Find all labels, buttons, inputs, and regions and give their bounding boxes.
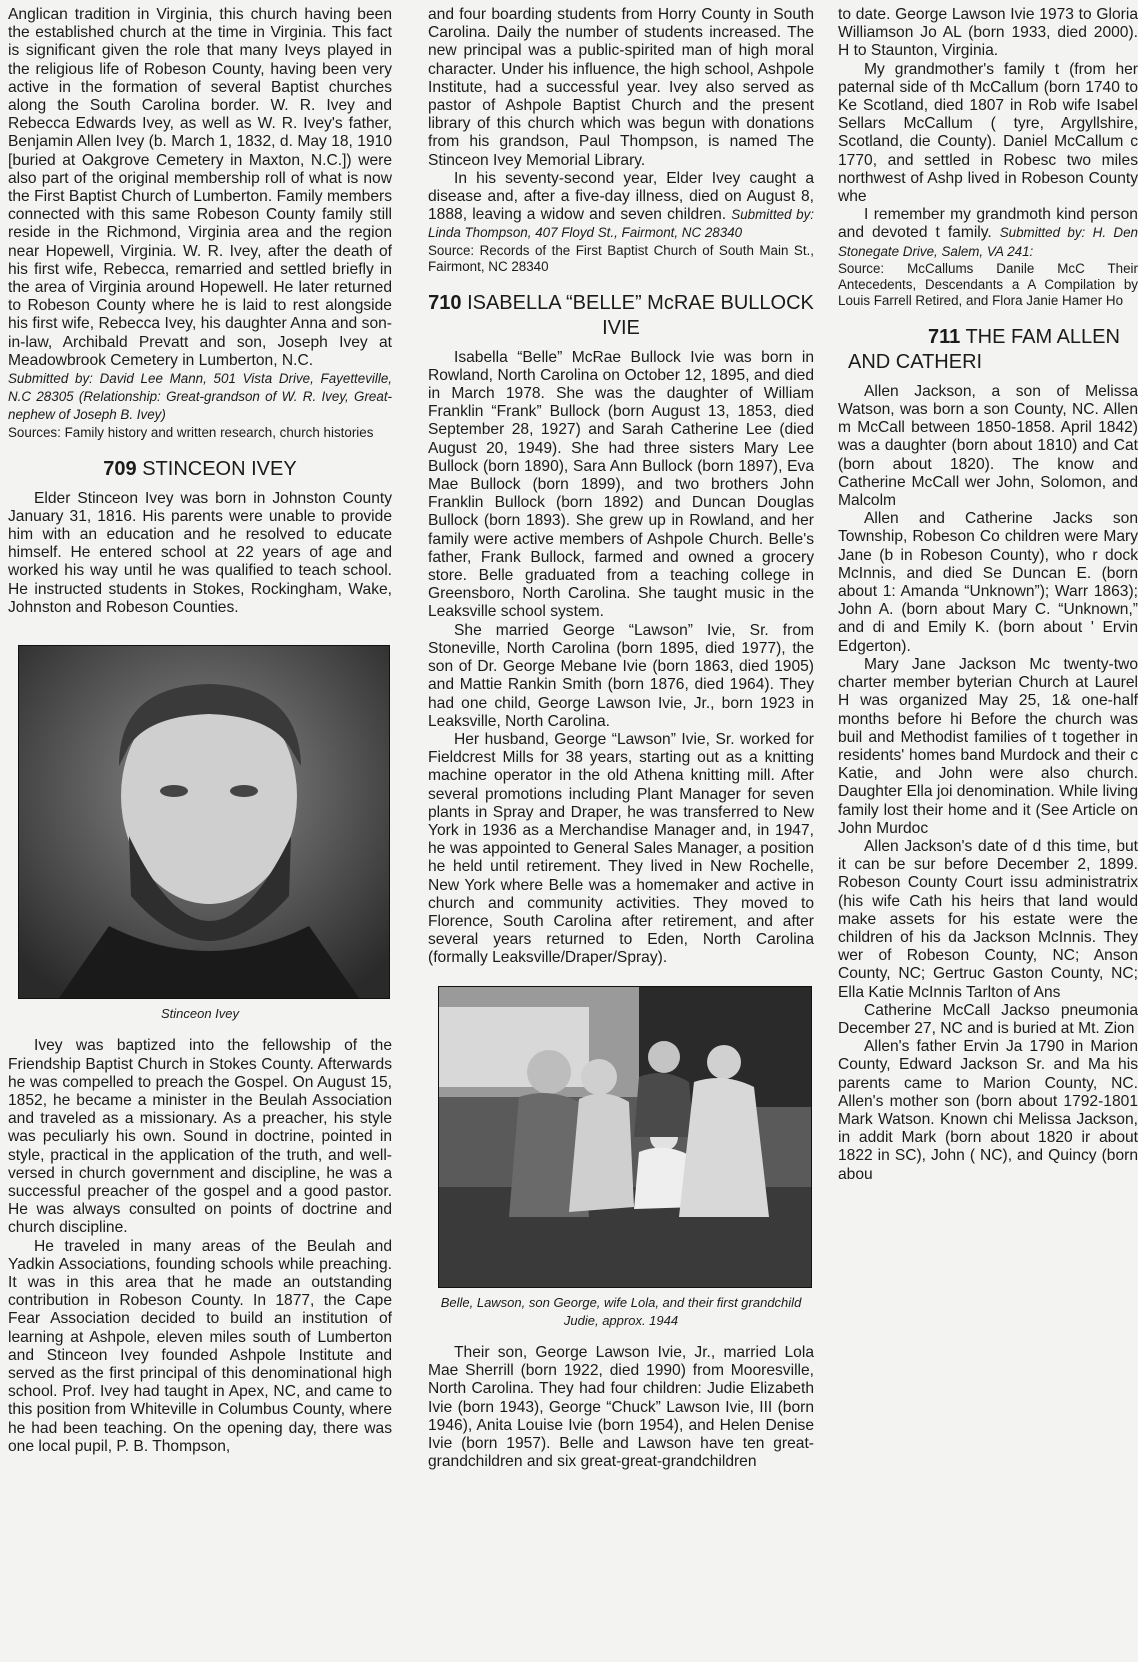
article-711-number: 711 xyxy=(928,325,961,348)
article-710-submitted-by: Submitted by: H. Den Stonegate Drive, Salem, VA 241: xyxy=(838,225,1138,259)
article-710-paragraph xyxy=(838,206,1138,261)
stinceon-ivey-photo-caption: Stinceon Ivey xyxy=(160,1006,240,1022)
article-709-source: Source: Records of the First Baptist Church of South Main St., Fairmont, NC 28340 xyxy=(428,242,814,274)
article-709-continuation xyxy=(428,170,814,243)
article-711-title: THE FAM ALLEN AND CATHERI xyxy=(848,325,1120,373)
article-710-paragraph: Her husband, George “Lawson” Ivie, Sr. worked for Fieldcrest Mills for 38 years, starting out as a knitting machine operator in the old Athena knitting mill. After several promotions including Plant Manager for seven plants in Spray and Draper, he was transferred to New York in 1936 as a Merchandise Manager and, in 1947, he was appointed to General Sales Manager, a position he held until retirement. They lived in New Rochelle, New York where Belle was a homemaker and active in church and community activities. They moved to Florence, South Carolina after retirement, and after several years returned to Eden, North Carolina (formally Leaksville/Draper/Spray). xyxy=(428,730,814,967)
article-710-number: 710 xyxy=(428,291,462,314)
article-708-continuation: Anglican tradition in Virginia, this church having been the established church at the time in Virginia. This fact is significant given the role that many Iveys played in the religious life of Robeson County, having been very active in the formation of several Baptist churches along the South Carolina border. W. R. Ivey and Rebecca Edwards Ivey, as well as W. R. Ivey's father, Benjamin Allen Ivey (b. March 1, 1832, d. May 18, 1910 [buried at Oakgrove Cemetery in Maxton, N.C.]) were also part of the original membership roll of what is now the First Baptist Church of Lumberton. Family members connected with this same Robeson County family still reside in the Richmond, Virginia area and the region near Hopewell, Virginia. W. R. Ivey, after the death of his first wife, Rebecca, remarried and settled briefly in the area of Virginia around Hopewell. He later returned to Robeson County where he is laid to rest alongside his first wife, Rebecca Ivey, his daughter Anna and son-in-law, Archibald Prevatt and son, Joseph Ivey at Meadowbrook Cemetery in Lumberton, N.C. xyxy=(8,6,392,369)
article-708-sources: Sources: Family history and written research, church histories xyxy=(8,424,374,440)
article-710-paragraph: Isabella “Belle” McRae Bullock Ivie was born in Rowland, North Carolina on October 12, 1895, and died in March 1978. She was the daughter of William Franklin “Frank” Bullock (born August 13, 1853, died September 28, 1927) and Sarah Catherine Lee (died August 20, 1949). She had three sisters Mary Lee Bullock (born 1890), Sara Ann Bullock (born 1897), Eva Mae Bullock (born 1899), and two brothers John Franklin Bullock (born 1892) and Duncan Douglas Bullock (born 1893). She grew up in Rowland, and her family were active members of Ashpole Church. Belle's father, Frank Bullock, farmed and owned a grocery store. Belle graduated from a teaching college in Greensboro, North Carolina. She taught music in the Leaksville school system. xyxy=(428,348,814,621)
article-711-paragraph: Allen Jackson, a son of Melissa Watson, was born a son County, NC. Allen m McCall between 1850-1858. April 1842) was a daughter (born about 1810) and Cat (born about 1820). The know and Catherine McCall wer John, Solomon, and Malcolm xyxy=(838,382,1138,510)
article-711-paragraph: Catherine McCall Jackso pneumonia December 27, NC and is buried at Mt. Zion xyxy=(838,1001,1138,1037)
article-709-paragraph: Ivey was baptized into the fellowship of the Friendship Baptist Church in Stokes County. Afterwards he was compelled to preach the Gospel. On August 15, 1852, he became a minister in the Beulah Association and traveled as a missionary. As a preacher, his style was peculiarly his own. Sound in doctrine, pointed in style, practical in the application of the truth, and well-versed in church government and discipline, he was a successful preacher of the gospel and a good pastor. He was always consulted on points of doctrine and church discipline. xyxy=(8,1037,392,1237)
family-image xyxy=(439,987,811,1287)
article-709-heading xyxy=(8,457,392,482)
article-710-heading xyxy=(428,291,814,341)
article-711-paragraph: Allen Jackson's date of d this time, but it can be sur before December 2, 1899. Robeson County Court issu administratrix (his wife Cath his heirs that land would make assets for his estate were the children of his da Jackson McInnis. They wer of Robeson County, NC; Anson County, NC; Gertruc Gaston County, NC; Ella Katie McInnis Tarlton of Ans xyxy=(838,837,1138,1001)
column-1 xyxy=(8,6,392,1456)
article-708-submitted-by: Submitted by: David Lee Mann, 501 Vista Drive, Fayetteville, N.C 28305 (Relationship: Great-grandson of W. R. Ivey, Great-nephew of Joseph B. Ivey) xyxy=(8,371,392,423)
article-709-paragraph: Elder Stinceon Ivey was born in Johnston County January 31, 1816. His parents were unable to provide him with an education and he resolved to educate himself. He entered school at 22 years of age and worked his way until he was qualified to teach school. He instructed students in Stokes, Rockingham, Wake, Johnston and Robeson Counties. xyxy=(8,489,392,616)
article-710-closing-text: I remember my grandmoth kind person and devoted t family. xyxy=(838,206,1138,242)
article-709-continuation: and four boarding students from Horry County in South Carolina. Daily the number of students increased. The new principal was a public-spirited man of high moral character. Under his influence, the high school, Ashpole Institute, had a successful year. Ivey also served as pastor of Ashpole Baptist Church and the present library of this church which was begun with donations from his grandson, Paul Thompson, is named The Stinceon Ivey Memorial Library. xyxy=(428,6,814,169)
article-709-submitted-by: Submitted by: Linda Thompson, 407 Floyd St., Fairmont, NC 28340 xyxy=(428,207,815,241)
ivie-family-photo-caption: Belle, Lawson, son George, wife Lola, and their first grandchild Judie, approx. 1944 xyxy=(440,1294,802,1328)
portrait-image xyxy=(19,646,389,998)
article-709-paragraph: He traveled in many areas of the Beulah and Yadkin Associations, founding schools while preaching. It was in this area that he made an outstanding contribution in Robeson County. In 1877, the Cape Fear Association decided to build an institution of learning at Ashpole, eleven miles south of Lumberton and Stinceon Ivey founded Ashpole Institute and served as the first principal of this denominational high school. Prof. Ivey had taught in Apex, NC, and came to this position from Whiteville in Columbus County, where he had been teaching. On the opening day, there was one local pupil, P. B. Thompson, xyxy=(8,1237,392,1455)
article-709-title: STINCEON IVEY xyxy=(142,457,297,480)
article-711-heading xyxy=(838,325,1138,375)
article-710-source: Source: McCallums Danile McC Their Antecedents, Descendants a A Compilation by Louis Farrell Retired, and Flora Janie Hamer Ho xyxy=(838,260,1138,308)
column-3 xyxy=(838,6,1138,1184)
article-709-number: 709 xyxy=(103,457,137,480)
article-711-paragraph: Allen's father Ervin Ja 1790 in Marion County, Edward Jackson Sr. and Ma his parents came to Marion County, NC. Allen's mother son (born about 1792-1801 Mark Watson. Known chi Melissa Jackson, in addit Mark (born about 1820 ir about 1822 in SC), John ( NC), and Quincy (born abou xyxy=(838,1038,1138,1183)
article-710-paragraph: My grandmother's family t (from her paternal side of th McCallum (born 1740 to Ke Scotland, died 1807 in Rob wife Isabel Sellars McCallum ( tyre, Argyllshire, Scotland, die County). Daniel McCallum c 1770, and settled in Robesc two miles northwest of Ashp lived in Robeson County whe xyxy=(838,60,1138,206)
article-710-title: ISABELLA “BELLE” McRAE BULLOCK IVIE xyxy=(467,291,814,339)
article-710-continuation: to date. George Lawson Ivie 1973 to Gloria Williamson Jo AL (born 1933, died 2000). H to Staunton, Virginia. xyxy=(838,6,1138,60)
ivie-family-photo xyxy=(438,986,812,1288)
article-710-paragraph: Their son, George Lawson Ivie, Jr., married Lola Mae Sherrill (born 1922, died 1990) from Mooresville, North Carolina. They had four children: Judie Elizabeth Ivie (born 1943), George “Chuck” Lawson Ivie, III (born 1946), Anita Louise Ivie (born 1954), and Helen Denise Ivie (born 1957). Belle and Lawson have ten great-grandchildren and six great-great-grandchildren xyxy=(428,1343,814,1471)
article-709-closing-text: In his seventy-second year, Elder Ivey caught a disease and, after a five-day illness, died on August 8, 1888, leaving a widow and seven children. xyxy=(428,169,814,224)
stinceon-ivey-portrait-photo xyxy=(18,645,390,999)
column-2 xyxy=(428,6,814,1471)
article-711-paragraph: Allen and Catherine Jacks son Township, Robeson Co children were Mary Jane (b in Robeson County), who r dock McInnis, and died Se Duncan E. (born about 1: Amanda “Unknown”); Warr 1863); John A. (born about Mary C. “Unknown,” and di and Emily K. (born about ' Ervin Edgerton). xyxy=(838,510,1138,655)
article-710-paragraph: She married George “Lawson” Ivie, Sr. from Stoneville, North Carolina (born 1895, died 1977), the son of Dr. George Mebane Ivie (born 1863, died 1905) and Mattie Rankin Smith (born 1876, died 1964). They had one child, George Lawson Ivie, Jr., born 1923 in Leaksville, North Carolina. xyxy=(428,621,814,730)
article-711-paragraph: Mary Jane Jackson Mc twenty-two charter member byterian Church at Laurel H was organized May 25, 1& one-half months before hi Before the church was buil and Methodist families of t together in residents' homes band Murdock and their c Katie, and John were also church. Daughter Ella joi denomination. While living family lost their home and it (See Article on John Murdoc xyxy=(838,655,1138,837)
